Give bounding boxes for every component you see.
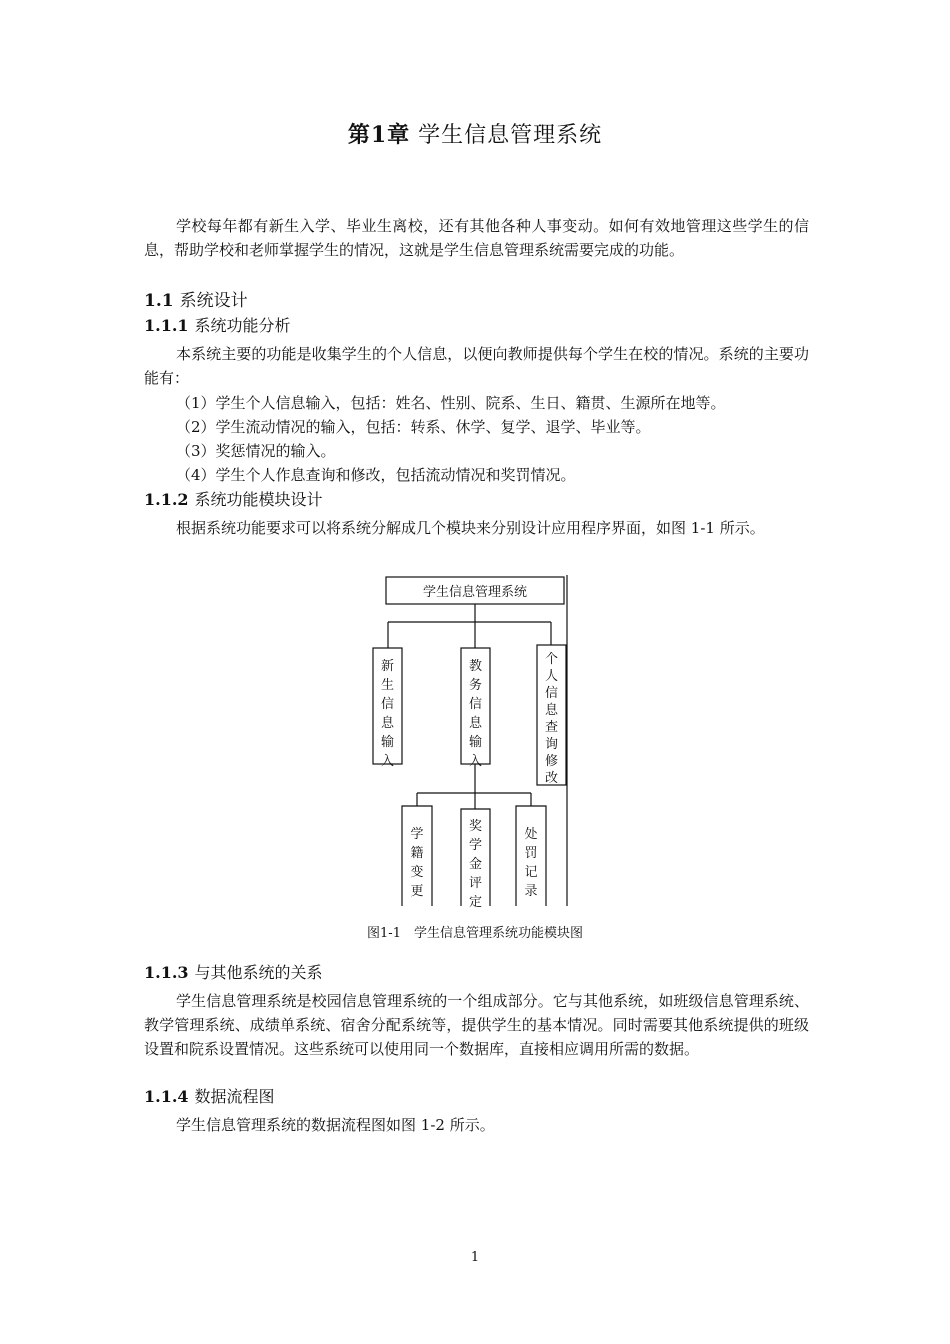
section-heading-1-1-2 bbox=[144, 488, 323, 512]
level1-label-new-student: 新生信息输入 bbox=[380, 659, 395, 769]
root-box bbox=[386, 577, 564, 604]
function-analysis-paragraph: 本系统主要的功能是收集学生的个人信息，以便向教师提供每个学生在校的情况。系统的主要功能有： bbox=[144, 345, 809, 387]
section-number: 1.1.2 bbox=[144, 490, 189, 509]
root-label: 学生信息管理系统 bbox=[422, 585, 528, 600]
function-list-item: （3）奖惩情况的输入。 bbox=[176, 442, 336, 460]
section-number: 1.1 bbox=[144, 291, 174, 311]
module-design-paragraph: 根据系统功能要求可以将系统分解成几个模块来分别设计应用程序界面，如图 1-1 所示。 bbox=[176, 519, 765, 537]
level1-box-academic bbox=[461, 648, 490, 764]
section-title: 与其他系统的关系 bbox=[194, 963, 323, 982]
section-heading-1-1 bbox=[144, 289, 248, 313]
section-title: 系统功能分析 bbox=[194, 316, 291, 335]
relations-paragraph: 学生信息管理系统是校园信息管理系统的一个组成部分。它与其他系统，如班级信息管理系统、教学管理系统、成绩单系统、宿舍分配系统等，提供学生的基本情况。同时需要其他系统提供的班级设置和院系设置情况。这些系统可以使用同一个数据库，直接相应调用所需的数据。 bbox=[144, 992, 809, 1058]
level1-box-query bbox=[537, 645, 566, 785]
section-number: 1.1.1 bbox=[144, 316, 189, 335]
level1-label-query: 个人信息查询修改 bbox=[544, 652, 559, 786]
intro-paragraph: 学校每年都有新生入学、毕业生离校，还有其他各种人事变动。如何有效地管理这些学生的信息，帮助学校和老师掌握学生的情况，这就是学生信息管理系统需要完成的功能。 bbox=[144, 217, 809, 259]
function-list-item: （4）学生个人作息查询和修改，包括流动情况和奖罚情况。 bbox=[176, 466, 576, 484]
figure-caption: 图1-1 学生信息管理系统功能模块图 bbox=[367, 926, 583, 941]
level2-label-status-change: 学籍变更 bbox=[410, 827, 424, 899]
section-heading-1-1-1 bbox=[144, 314, 291, 338]
level2-box-punishment bbox=[516, 806, 546, 906]
level2-box-status-change bbox=[402, 806, 432, 906]
section-title: 数据流程图 bbox=[194, 1087, 275, 1106]
section-title: 系统设计 bbox=[179, 291, 248, 311]
function-list-item: （2）学生流动情况的输入，包括：转系、休学、复学、退学、毕业等。 bbox=[176, 418, 651, 436]
chapter-number: 第1章 bbox=[347, 122, 411, 148]
dataflow-paragraph: 学生信息管理系统的数据流程图如图 1-2 所示。 bbox=[176, 1116, 495, 1134]
section-number: 1.1.3 bbox=[144, 963, 189, 982]
section-heading-1-1-4 bbox=[144, 1085, 275, 1109]
function-list-item: （1）学生个人信息输入，包括：姓名、性别、院系、生日、籍贯、生源所在地等。 bbox=[176, 394, 726, 412]
level2-label-punishment: 处罚记录 bbox=[524, 827, 538, 899]
section-title: 系统功能模块设计 bbox=[194, 490, 323, 509]
level2-box-scholarship bbox=[461, 809, 490, 906]
section-number: 1.1.4 bbox=[144, 1087, 189, 1106]
level1-label-academic: 教务信息输入 bbox=[468, 659, 483, 769]
level2-label-scholarship: 奖学金评定 bbox=[468, 819, 483, 910]
level1-box-new-student bbox=[373, 648, 402, 764]
chapter-title bbox=[0, 118, 950, 149]
section-heading-1-1-3 bbox=[144, 961, 323, 985]
page-number: 1 bbox=[470, 1250, 480, 1265]
chapter-title-text: 学生信息管理系统 bbox=[418, 123, 603, 148]
